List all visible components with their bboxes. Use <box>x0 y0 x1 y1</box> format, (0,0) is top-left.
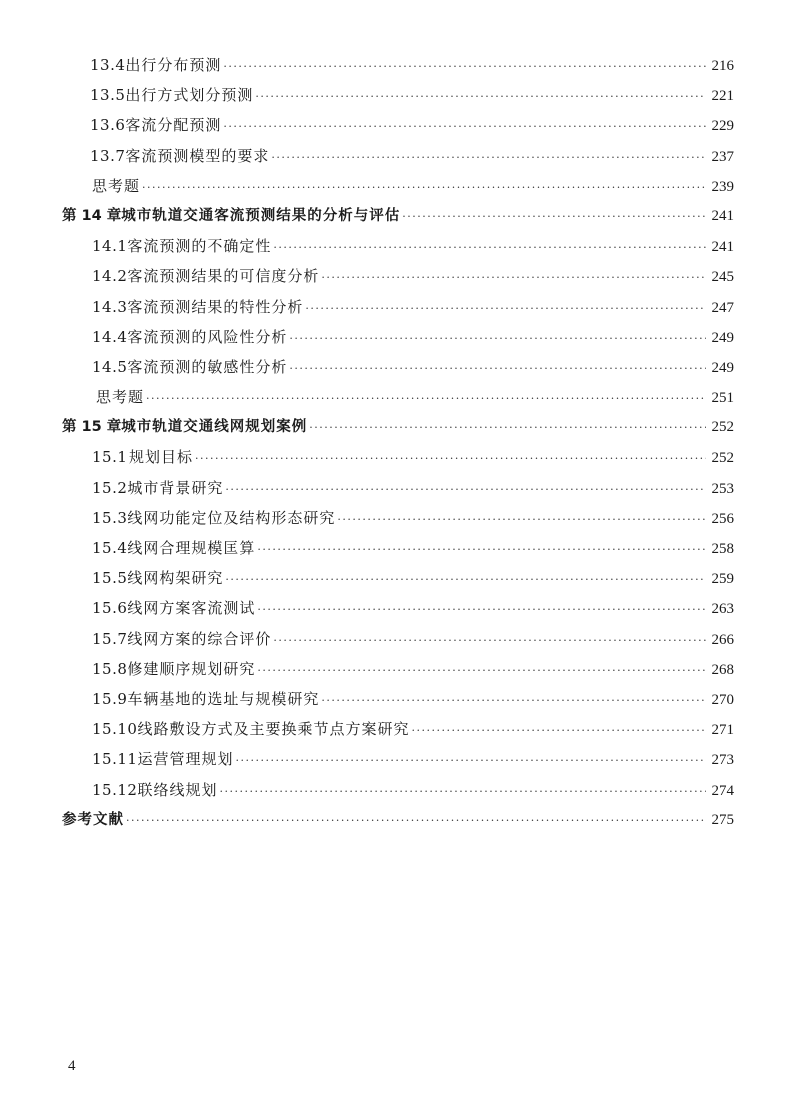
page-number: 275 <box>711 811 734 828</box>
section-number: 13.5 <box>90 86 126 105</box>
page-number: 273 <box>711 752 734 769</box>
section-title: 城市背景研究 <box>127 478 224 497</box>
page-number: 259 <box>711 571 734 588</box>
page-number: 241 <box>711 239 734 256</box>
page-number: 252 <box>711 450 734 467</box>
toc-entry-chapter-14[interactable] <box>62 201 734 231</box>
section-number: 15.4 <box>92 539 128 557</box>
section-number: 15.7 <box>92 629 128 648</box>
section-number: 14.5 <box>92 357 128 376</box>
section-title: 线网功能定位及结构形态研究 <box>127 508 336 527</box>
page-number: 216 <box>711 58 734 74</box>
page-number: 253 <box>711 480 734 497</box>
page-number: 221 <box>711 88 734 105</box>
section-number: 15.5 <box>92 569 128 588</box>
page-number: 247 <box>711 299 734 316</box>
toc-entry-14-2[interactable] <box>62 261 734 291</box>
toc-entry-review-13[interactable] <box>62 171 734 201</box>
page-number: 258 <box>711 541 734 557</box>
dot-leader <box>271 143 705 173</box>
dot-leader <box>142 173 705 203</box>
section-title: 规划目标 <box>129 448 194 467</box>
toc-entry-15-2[interactable] <box>62 473 734 503</box>
toc-entry-15-12[interactable] <box>62 775 734 805</box>
toc-entry-14-4[interactable] <box>62 322 734 352</box>
page-number: 249 <box>711 359 734 376</box>
toc-entry-references[interactable] <box>62 805 734 835</box>
toc-entry-15-3[interactable] <box>62 503 734 533</box>
section-number: 15.8 <box>92 659 128 678</box>
section-number: 15.1 <box>92 448 128 467</box>
dot-leader <box>223 52 705 82</box>
page-number: 266 <box>711 631 734 648</box>
page-number: 237 <box>711 148 734 165</box>
page-number: 270 <box>711 691 734 708</box>
page-number: 241 <box>711 207 734 224</box>
page-number: 252 <box>711 419 734 436</box>
section-title: 联络线规划 <box>137 780 218 799</box>
section-title: 车辆基地的选址与规模研究 <box>127 689 320 708</box>
toc-entry-15-9[interactable] <box>62 684 734 714</box>
chapter-title: 城市轨道交通客流预测结果的分析与评估 <box>121 207 401 224</box>
section-number: 13.6 <box>90 116 126 135</box>
section-title: 客流分配预测 <box>125 116 222 135</box>
toc-entry-review-14[interactable] <box>62 382 734 412</box>
dot-leader <box>273 626 705 656</box>
dot-leader <box>195 444 705 474</box>
toc-entry-15-10[interactable] <box>62 714 734 744</box>
dot-leader <box>146 384 705 414</box>
dot-leader <box>225 475 705 505</box>
toc-entry-13-4[interactable] <box>62 50 734 80</box>
page-number: 263 <box>711 601 734 618</box>
toc-entry-15-8[interactable] <box>62 654 734 684</box>
dot-leader <box>305 294 705 324</box>
dot-leader <box>223 112 705 142</box>
section-title: 出行分布预测 <box>125 56 222 74</box>
section-title: 线网构架研究 <box>127 569 224 588</box>
toc-entry-15-7[interactable] <box>62 624 734 654</box>
toc-entry-13-7[interactable] <box>62 141 734 171</box>
chapter-title: 城市轨道交通线网规划案例 <box>121 419 308 436</box>
dot-leader <box>219 777 705 807</box>
dot-leader <box>257 656 705 686</box>
section-number: 15.3 <box>92 508 128 527</box>
chapter-number: 第 15 章 <box>62 419 122 436</box>
page-number: 245 <box>711 269 734 286</box>
dot-leader <box>402 202 705 232</box>
dot-leader <box>411 716 705 746</box>
toc-entry-14-1[interactable] <box>62 231 734 261</box>
toc-entry-chapter-15[interactable] <box>62 412 734 442</box>
toc-entry-15-4[interactable] <box>62 533 734 563</box>
section-number: 15.6 <box>92 599 128 618</box>
section-number: 13.7 <box>90 146 126 165</box>
section-title: 客流预测结果的特性分析 <box>127 297 304 316</box>
dot-leader <box>289 354 705 384</box>
section-title: 线网合理规模匡算 <box>127 539 256 557</box>
references-title: 参考文献 <box>62 811 124 828</box>
toc-entry-13-6[interactable] <box>62 110 734 140</box>
review-title: 思考题 <box>92 176 141 195</box>
page-number: 239 <box>711 178 734 195</box>
dot-leader <box>257 595 705 625</box>
chapter-number: 第 14 章 <box>62 207 122 224</box>
section-number: 15.11 <box>92 750 138 769</box>
dot-leader <box>321 263 705 293</box>
page-number: 249 <box>711 329 734 346</box>
page-number: 268 <box>711 661 734 678</box>
toc-entry-14-3[interactable] <box>62 292 734 322</box>
section-number: 14.2 <box>92 267 128 286</box>
section-number: 14.1 <box>92 237 128 256</box>
dot-leader <box>289 324 705 354</box>
toc-entry-15-11[interactable] <box>62 744 734 774</box>
toc-entry-14-5[interactable] <box>62 352 734 382</box>
table-of-contents <box>62 50 734 835</box>
dot-leader <box>309 413 705 443</box>
section-number: 14.4 <box>92 327 128 346</box>
toc-entry-15-6[interactable] <box>62 593 734 623</box>
dot-leader <box>225 565 705 595</box>
dot-leader <box>126 806 706 836</box>
section-number: 14.3 <box>92 297 128 316</box>
page-number: 274 <box>711 782 734 799</box>
section-title: 出行方式划分预测 <box>125 86 254 105</box>
page-number: 229 <box>711 118 734 135</box>
section-title: 线路敷设方式及主要换乘节点方案研究 <box>137 720 410 739</box>
section-number: 15.9 <box>92 689 128 708</box>
section-number: 15.12 <box>92 780 138 799</box>
review-title: 思考题 <box>96 388 145 407</box>
section-title: 客流预测模型的要求 <box>125 146 270 165</box>
section-title: 线网方案的综合评价 <box>127 629 272 648</box>
section-title: 客流预测的风险性分析 <box>127 327 288 346</box>
section-title: 运营管理规划 <box>137 750 234 769</box>
page-number: 251 <box>711 390 734 407</box>
page-number: 256 <box>711 510 734 527</box>
section-title: 客流预测结果的可信度分析 <box>127 267 320 286</box>
page-folio: 4 <box>68 1058 76 1074</box>
section-title: 客流预测的不确定性 <box>127 237 272 256</box>
toc-entry-15-5[interactable] <box>62 563 734 593</box>
toc-entry-15-1[interactable] <box>62 442 734 472</box>
section-title: 修建顺序规划研究 <box>127 659 256 678</box>
toc-entry-13-5[interactable] <box>62 80 734 110</box>
section-number: 13.4 <box>90 56 126 74</box>
page-number: 271 <box>711 722 734 739</box>
dot-leader <box>235 746 705 776</box>
section-title: 客流预测的敏感性分析 <box>127 357 288 376</box>
section-number: 15.10 <box>92 720 138 739</box>
dot-leader <box>255 82 705 112</box>
section-number: 15.2 <box>92 478 128 497</box>
dot-leader <box>257 535 705 565</box>
dot-leader <box>273 233 705 263</box>
dot-leader <box>321 686 705 716</box>
dot-leader <box>337 505 705 535</box>
section-title: 线网方案客流测试 <box>127 599 256 618</box>
